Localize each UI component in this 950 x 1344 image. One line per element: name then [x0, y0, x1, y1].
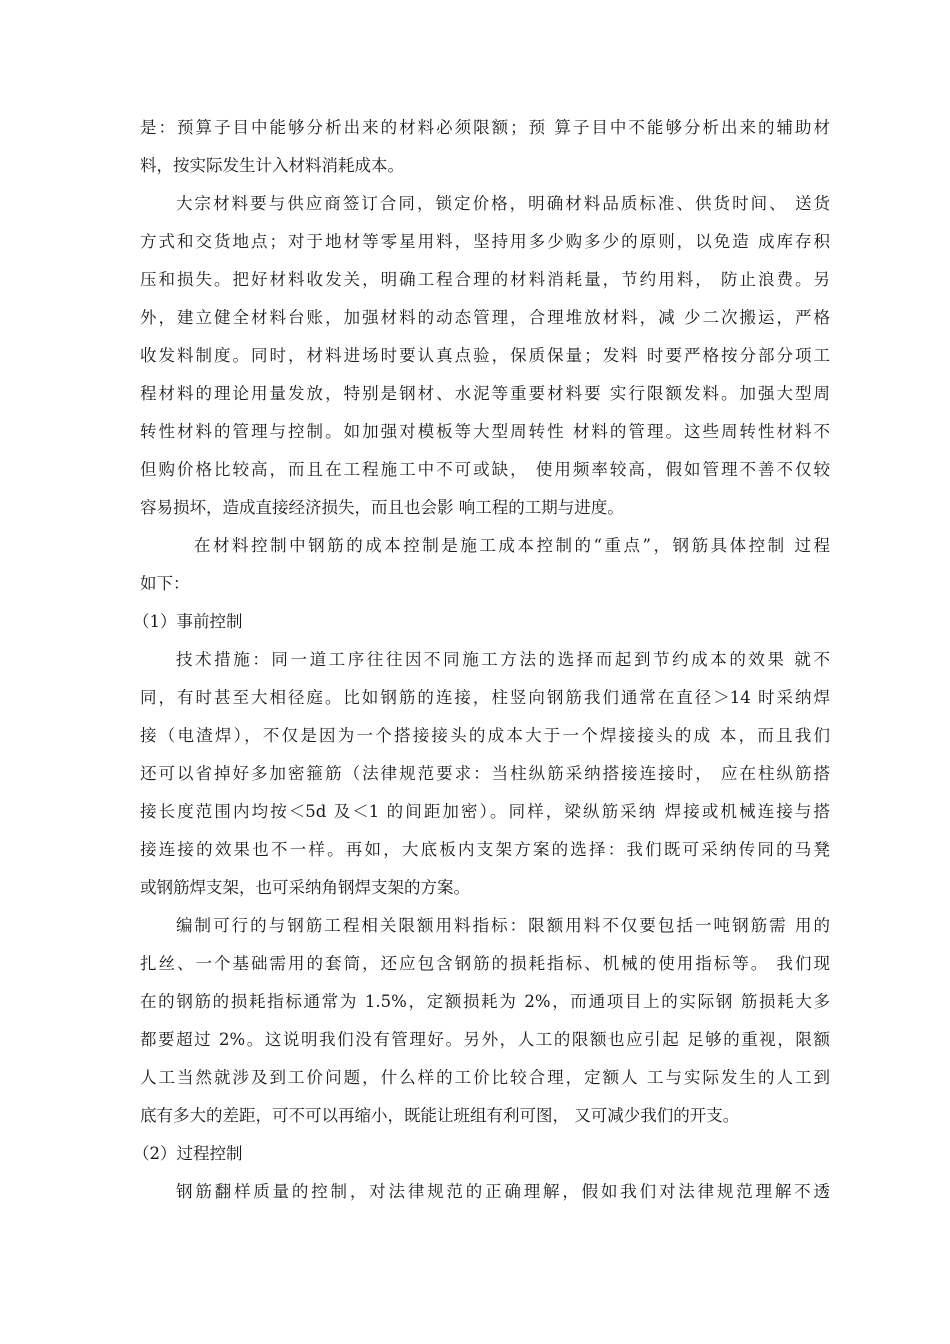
- body-text-line: 外，建立健全材料台账，加强材料的动态管理，合理堆放材料，减 少二次搬运，严格: [140, 308, 830, 327]
- body-text-line: 人工当然就涉及到工价问题，什么样的工价比较合理，定额人 工与实际发生的人工到: [140, 1068, 830, 1087]
- paragraph-first-line: 在材料控制中钢筋的成本控制是施工成本控制的“重点”，钢筋具体控制 过程: [194, 536, 830, 555]
- body-text-line: 扎丝、一个基础需用的套筒，还应包含钢筋的损耗指标、机械的使用指标等。 我们现: [140, 954, 830, 973]
- body-text-line: 转性材料的管理与控制。如加强对模板等大型周转性 材料的管理。这些周转性材料不: [140, 422, 830, 441]
- body-text-line: 收发料制度。同时，材料进场时要认真点验，保质保量；发料 时要严格按分部分项工: [140, 346, 830, 365]
- body-text-line: 料，按实际发生计入材料消耗成本。: [140, 156, 404, 175]
- section-heading-2: （2）过程控制: [133, 1144, 243, 1163]
- body-text-line: 容易损坏，造成直接经济损失，而且也会影 响工程的工期与进度。: [140, 498, 624, 517]
- body-text-line: 是：预算子目中能够分析出来的材料必须限额；预 算子目中不能够分析出来的辅助材: [140, 118, 830, 137]
- paragraph-first-line: 技术措施：同一道工序往往因不同施工方法的选择而起到节约成本的效果 就不: [176, 650, 830, 669]
- body-text-line: 同，有时甚至大相径庭。比如钢筋的连接，柱竖向钢筋我们通常在直径＞14 时采纳焊: [140, 688, 830, 707]
- body-text-line: 接（电渣焊），不仅是因为一个搭接接头的成本大于一个焊接接头的成 本，而且我们: [140, 726, 830, 745]
- body-text-line: 还可以省掉好多加密箍筋（法律规范要求：当柱纵筋采纳搭接连接时， 应在柱纵筋搭: [140, 764, 830, 783]
- section-heading-1: （1）事前控制: [133, 612, 243, 631]
- body-text-line: 方式和交货地点；对于地材等零星用料，坚持用多少购多少的原则，以免造 成库存积: [140, 232, 830, 251]
- paragraph-first-line: 大宗材料要与供应商签订合同，锁定价格，明确材料品质标准、供货时间、 送货: [176, 194, 830, 213]
- body-text-line: 底有多大的差距，可不可以再缩小，既能让班组有利可图， 又可减少我们的开支。: [140, 1106, 740, 1125]
- body-text-line: 接连接的效果也不一样。再如，大底板内支架方案的选择：我们既可采纳传同的马凳: [140, 840, 830, 859]
- paragraph-first-line: 钢筋翻样质量的控制，对法律规范的正确理解，假如我们对法律规范理解不透: [176, 1182, 830, 1201]
- body-text-line: 都要超过 2%。这说明我们没有管理好。另外，人工的限额也应引起 足够的重视，限额: [140, 1030, 830, 1049]
- paragraph-first-line: 编制可行的与钢筋工程相关限额用料指标：限额用料不仅要包括一吨钢筋需 用的: [176, 916, 830, 935]
- body-text-line: 或钢筋焊支架，也可采纳角钢焊支架的方案。: [140, 878, 470, 897]
- body-text-line: 接长度范围内均按＜5d 及＜1 的间距加密）。同样，梁纵筋采纳 焊接或机械连接与搭: [140, 802, 830, 821]
- body-text-line: 但购价格比较高，而且在工程施工中不可或缺， 使用频率较高，假如管理不善不仅较: [140, 460, 830, 479]
- body-text-line: 在的钢筋的损耗指标通常为 1.5%，定额损耗为 2%，而通项目上的实际钢 筋损耗大多: [140, 992, 830, 1011]
- body-text-line: 程材料的理论用量发放，特别是钢材、水泥等重要材料要 实行限额发料。加强大型周: [140, 384, 830, 403]
- body-text-line: 压和损失。把好材料收发关，明确工程合理的材料消耗量，节约用料， 防止浪费。另: [140, 270, 830, 289]
- body-text-line: 如下：: [140, 574, 190, 593]
